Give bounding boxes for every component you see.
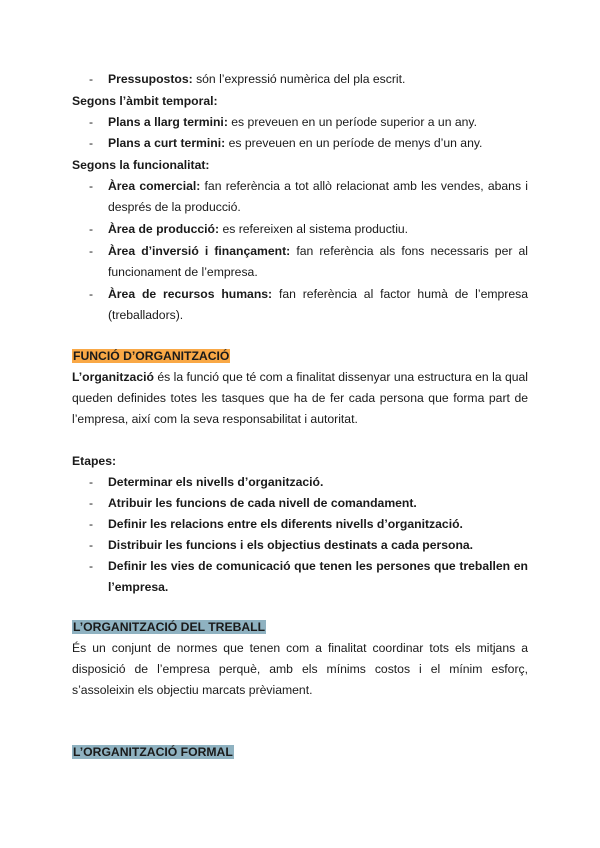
list-item [72,284,528,326]
list-item [72,176,528,218]
list-item: - Definir les vies de comunicació que tenen les persones que treballen en l’empresa. [72,556,528,598]
list-item: - Definir les relacions entre els diferents nivells d’organització. [72,514,528,535]
bullet-dash: - [89,559,94,573]
bullet-dash: - [89,136,94,150]
description: fan referència als fons necessaris per al funcionament de l’empresa. [108,244,529,279]
list-item: - Distribuir les funcions i els objectius destinats a cada persona. [72,535,528,556]
section-heading-funcio-organitzacio: FUNCIÓ D’ORGANITZACIÓ [73,349,230,363]
paragraph-organitzacio [72,367,528,430]
section-heading-organitzacio-formal: L’ORGANITZACIÓ FORMAL [73,745,233,759]
bullet-dash: - [89,244,94,258]
term: Pressupostos: [108,72,193,86]
description: es preveuen en un període de menys d’un any. [228,136,483,150]
description: fan referència al factor humà de l’empresa (treballadors). [108,287,528,322]
list-item [72,112,528,133]
term: Àrea de recursos humans: [108,287,273,301]
paragraph-text: És un conjunt de normes que tenen com a finalitat coordinar tots els mitjans a disposició de l’empresa perquè, amb els mínims costos i el mínim esforç, s’assoleixin els objectiu marcats prèviament. [72,641,528,697]
heading-ambit-temporal: Segons l’àmbit temporal: [72,94,218,108]
list-item-pressupostos [72,69,528,90]
description: fan referència a tot allò relacionat amb les vendes, abans i després de la producció. [108,179,528,214]
term: Àrea d’inversió i finançament: [108,244,291,258]
heading-funcionalitat: Segons la funcionalitat: [72,158,210,172]
list-item [72,241,528,283]
term: Plans a curt termini: [108,136,226,150]
list-item: - Determinar els nivells d’organització. [72,472,528,493]
paragraph-text: és la funció que té com a finalitat dissenyar una estructura en la qual queden definides totes les tasques que ha de fer cada persona que forma part de l’empresa, així com la seva responsabilitat i autoritat. [72,370,528,426]
description: es preveuen en un període superior a un any. [231,115,478,129]
term: Àrea comercial: [108,179,201,193]
term: Àrea de producció: [108,222,220,236]
bullet-dash: - [89,179,94,193]
paragraph-organitzacio-treball [72,638,528,701]
bullet-dash: - [89,115,94,129]
bullet-dash: - [89,222,94,236]
term: L’organització [72,370,154,384]
bullet-dash: - [89,517,94,531]
bullet-dash: - [89,72,94,86]
list-item [72,133,528,154]
term: Plans a llarg termini: [108,115,228,129]
bullet-dash: - [89,287,94,301]
bullet-dash: - [89,475,94,489]
description: són l’expressió numèrica del pla escrit. [196,72,406,86]
list-item [72,219,528,240]
list-item: - Atribuir les funcions de cada nivell de comandament. [72,493,528,514]
section-heading-organitzacio-treball: L’ORGANITZACIÓ DEL TREBALL [73,620,266,634]
heading-etapes: Etapes: [72,454,117,468]
description: es refereixen al sistema productiu. [222,222,409,236]
bullet-dash: - [89,496,94,510]
bullet-dash: - [89,538,94,552]
